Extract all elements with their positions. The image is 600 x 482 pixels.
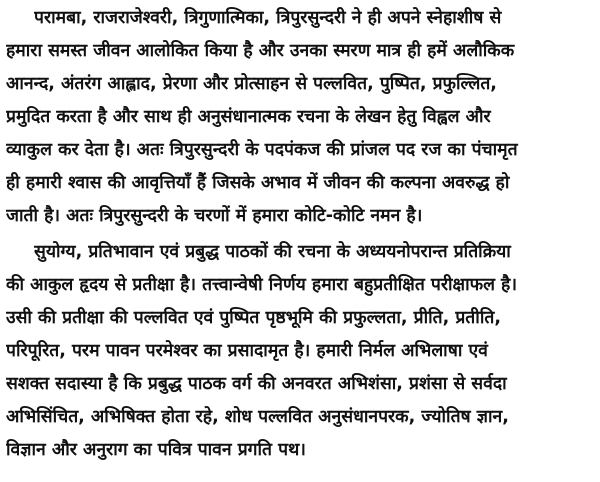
paragraph-2-line-6: अभिसिंचित, अभिषिक्त होता रहे, शोध पल्लवित अनुसंधानपरक, ज्योतिष ज्ञान, xyxy=(6,407,509,427)
paragraph-1-line-3: आनन्द, अंतरंग आह्लाद, प्रेरणा और प्रोत्साहन से पल्लवित, पुष्पित, प्रफुल्लित, xyxy=(6,74,497,94)
paragraph-1-line-2: हमारा समस्त जीवन आलोकित किया है और उनका स्मरण मात्र ही हमें अलौकिक xyxy=(6,41,515,61)
paragraph-2-line-7: विज्ञान और अनुराग का पवित्र पावन प्रगति पथ। xyxy=(6,440,306,460)
paragraph-2-line-1: सुयोग्य, प्रतिभावान एवं प्रबुद्ध पाठकों की रचना के अध्ययनोपरान्त प्रतिक्रिया xyxy=(34,242,511,262)
paragraph-1-line-7: जाती है। अतः त्रिपुरसुन्दरी के चरणों में हमारा कोटि-कोटि नमन है। xyxy=(6,206,423,226)
paragraph-1-line-5: व्याकुल कर देता है। अतः त्रिपुरसुन्दरी के पदपंकज की प्रांजल पद रज का पंचामृत xyxy=(6,140,518,160)
paragraph-2-line-2: की आकुल हृदय से प्रतीक्षा है। तत्त्वान्वेषी निर्णय हमारा बहुप्रतीक्षित परीक्षाफल है। xyxy=(6,275,517,295)
paragraph-2-line-3: उसी की प्रतीक्षा की पल्लवित एवं पुष्पित पृष्ठभूमि की प्रफुल्लता, प्रीति, प्रतीति, xyxy=(6,308,501,328)
paragraph-1-line-4: प्रमुदित करता है और साथ ही अनुसंधानात्मक रचना के लेखन हेतु विह्वल और xyxy=(6,107,491,127)
paragraph-1-line-1: परामबा, राजराजेश्वरी, त्रिगुणात्मिका, त्रिपुरसुन्दरी ने ही अपने स्नेहाशीष से xyxy=(34,8,502,28)
paragraph-1-line-6: ही हमारी श्वास की आवृत्तियाँ हैं जिसके अभाव में जीवन की कल्पना अवरुद्ध हो xyxy=(6,173,510,193)
paragraph-2-line-4: परिपूरित, परम पावन परमेश्वर का प्रसादामृत है। हमारी निर्मल अभिलाषा एवं xyxy=(6,341,488,361)
paragraph-2-line-5: सशक्त सदास्या है कि प्रबुद्ध पाठक वर्ग की अनवरत अभिशंसा, प्रशंसा से सर्वदा xyxy=(6,374,507,394)
